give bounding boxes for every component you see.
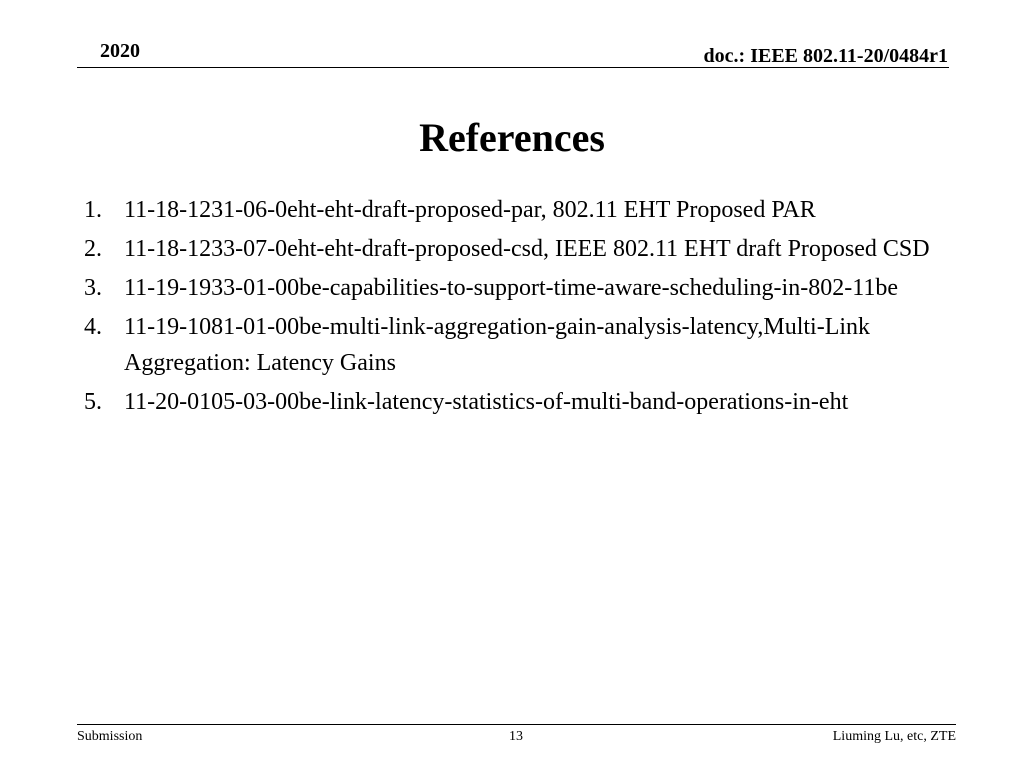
reference-item — [84, 309, 964, 381]
document-id: doc.: IEEE 802.11-20/0484r1 — [703, 45, 948, 67]
footer-submission-label: Submission — [77, 729, 143, 744]
reference-text: 11-18-1233-07-0eht-eht-draft-proposed-csd, IEEE 802.11 EHT draft Proposed CSD — [124, 236, 930, 262]
reference-number: 5. — [84, 389, 102, 415]
reference-number: 4. — [84, 314, 102, 340]
reference-item — [84, 384, 964, 420]
reference-text: 11-19-1081-01-00be-multi-link-aggregation-gain-analysis-latency,Multi-Link Aggregation: Latency Gains — [124, 314, 871, 376]
reference-item — [84, 270, 964, 306]
reference-item — [84, 231, 964, 267]
header-divider — [77, 67, 949, 68]
reference-text: 11-20-0105-03-00be-link-latency-statistics-of-multi-band-operations-in-eht — [124, 389, 849, 415]
reference-number: 3. — [84, 275, 102, 301]
footer-authors: Liuming Lu, etc, ZTE — [832, 729, 956, 744]
slide-title: References — [419, 115, 605, 160]
reference-item — [84, 192, 964, 228]
footer-divider — [77, 724, 956, 725]
reference-number: 1. — [84, 197, 102, 223]
reference-text: 11-18-1231-06-0eht-eht-draft-proposed-par, 802.11 EHT Proposed PAR — [124, 197, 816, 223]
header-year: 2020 — [100, 40, 140, 62]
references-list — [84, 192, 964, 423]
reference-number: 2. — [84, 236, 102, 262]
page-number: 13 — [509, 729, 523, 744]
reference-text: 11-19-1933-01-00be-capabilities-to-support-time-aware-scheduling-in-802-11be — [124, 275, 898, 301]
